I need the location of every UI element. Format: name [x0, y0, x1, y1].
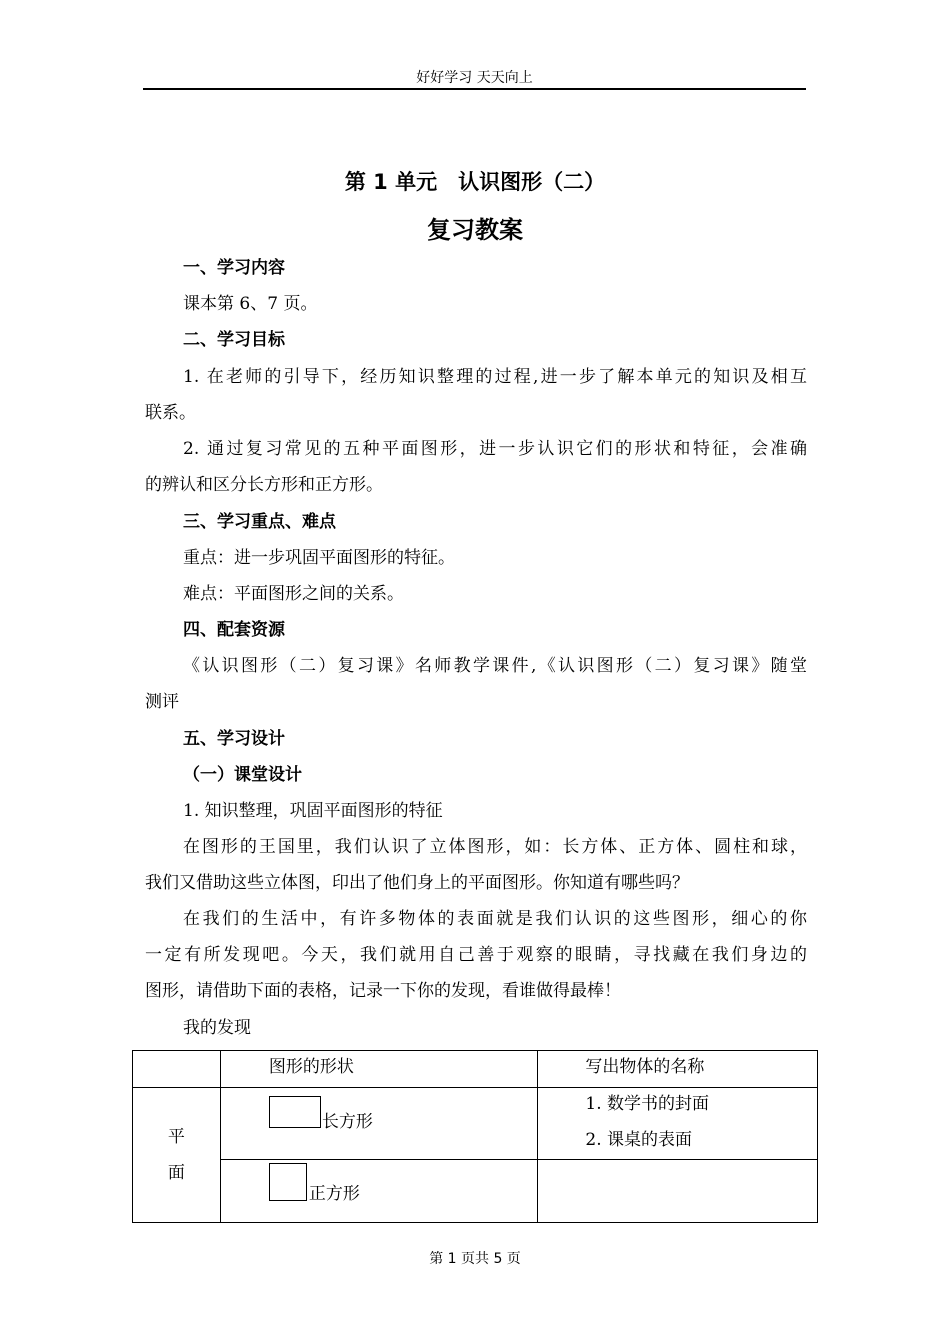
table-row-rectangle [133, 1088, 818, 1160]
table-header-row [133, 1051, 818, 1088]
square-shape-icon [269, 1163, 307, 1201]
section-heading-content: 一、学习内容 [183, 258, 285, 278]
resources-line-1: 《认识图形（二）复习课》名师教学课件,《认识图形（二）复习课》随堂 [183, 656, 807, 676]
section-heading-goals: 二、学习目标 [183, 330, 285, 350]
document-title: 第 1 单元 认识图形（二） [344, 170, 606, 194]
paragraph-1-line-1: 在图形的王国里，我们认识了立体图形，如：长方体、正方体、圆柱和球， [183, 837, 807, 857]
table-header-names [538, 1051, 818, 1088]
square-shape-cell [220, 1160, 538, 1223]
square-label: 正方形 [308, 1184, 360, 1204]
goal-2-line-2: 的辨认和区分长方形和正方形。 [145, 475, 383, 495]
rectangle-object-2: 2. 课桌的表面 [585, 1130, 692, 1150]
paragraph-2-line-2: 一定有所发现吧。今天，我们就用自己善于观察的眼睛，寻找藏在我们身边的 [145, 945, 807, 965]
header-shape-text: 图形的形状 [268, 1057, 354, 1077]
header-names-text: 写出物体的名称 [585, 1057, 705, 1077]
difficulty-text: 难点：平面图形之间的关系。 [183, 584, 404, 604]
row-label-plane [133, 1088, 221, 1223]
goal-1-line-1: 1. 在老师的引导下，经历知识整理的过程,进一步了解本单元的知识及相互 [183, 367, 807, 387]
page-footer: 第 1 页共 5 页 [429, 1251, 521, 1267]
table-row-square [133, 1160, 818, 1223]
goal-2-line-1: 2. 通过复习常见的五种平面图形，进一步认识它们的形状和特征，会准确 [183, 439, 807, 459]
table-corner-cell [133, 1051, 221, 1088]
paragraph-2-line-1: 在我们的生活中，有许多物体的表面就是我们认识的这些图形，细心的你 [183, 909, 807, 929]
rectangle-shape-cell [220, 1088, 538, 1160]
rectangle-label: 长方形 [321, 1112, 373, 1132]
content-text: 课本第 6、7 页。 [183, 294, 318, 314]
discovery-table [132, 1050, 818, 1223]
square-objects-cell [538, 1160, 818, 1223]
section-heading-design: 五、学习设计 [183, 729, 285, 749]
subsection-heading-class: （一）课堂设计 [183, 765, 302, 785]
rectangle-shape-icon [269, 1096, 321, 1128]
goal-1-line-2: 联系。 [145, 403, 196, 423]
rectangle-object-1: 1. 数学书的封面 [585, 1094, 709, 1114]
table-caption: 我的发现 [183, 1018, 251, 1038]
page-header: 好好学习 天天向上 [416, 70, 533, 86]
key-point-text: 重点：进一步巩固平面图形的特征。 [183, 548, 455, 568]
table-header-shape [220, 1051, 538, 1088]
item-1-heading: 1. 知识整理，巩固平面图形的特征 [183, 801, 443, 821]
paragraph-1-line-2: 我们又借助这些立体图，印出了他们身上的平面图形。你知道有哪些吗？ [145, 873, 689, 893]
paragraph-2-line-3: 图形，请借助下面的表格，记录一下你的发现，看谁做得最棒！ [145, 981, 621, 1001]
header-divider [143, 88, 806, 90]
section-heading-resources: 四、配套资源 [183, 620, 285, 640]
rectangle-objects-cell [538, 1088, 818, 1160]
section-heading-focus: 三、学习重点、难点 [183, 512, 336, 532]
row-label-char-1: 平 [167, 1127, 185, 1147]
row-label-char-2: 面 [167, 1163, 185, 1183]
resources-line-2: 测评 [145, 692, 179, 712]
document-subtitle: 复习教案 [427, 216, 523, 244]
